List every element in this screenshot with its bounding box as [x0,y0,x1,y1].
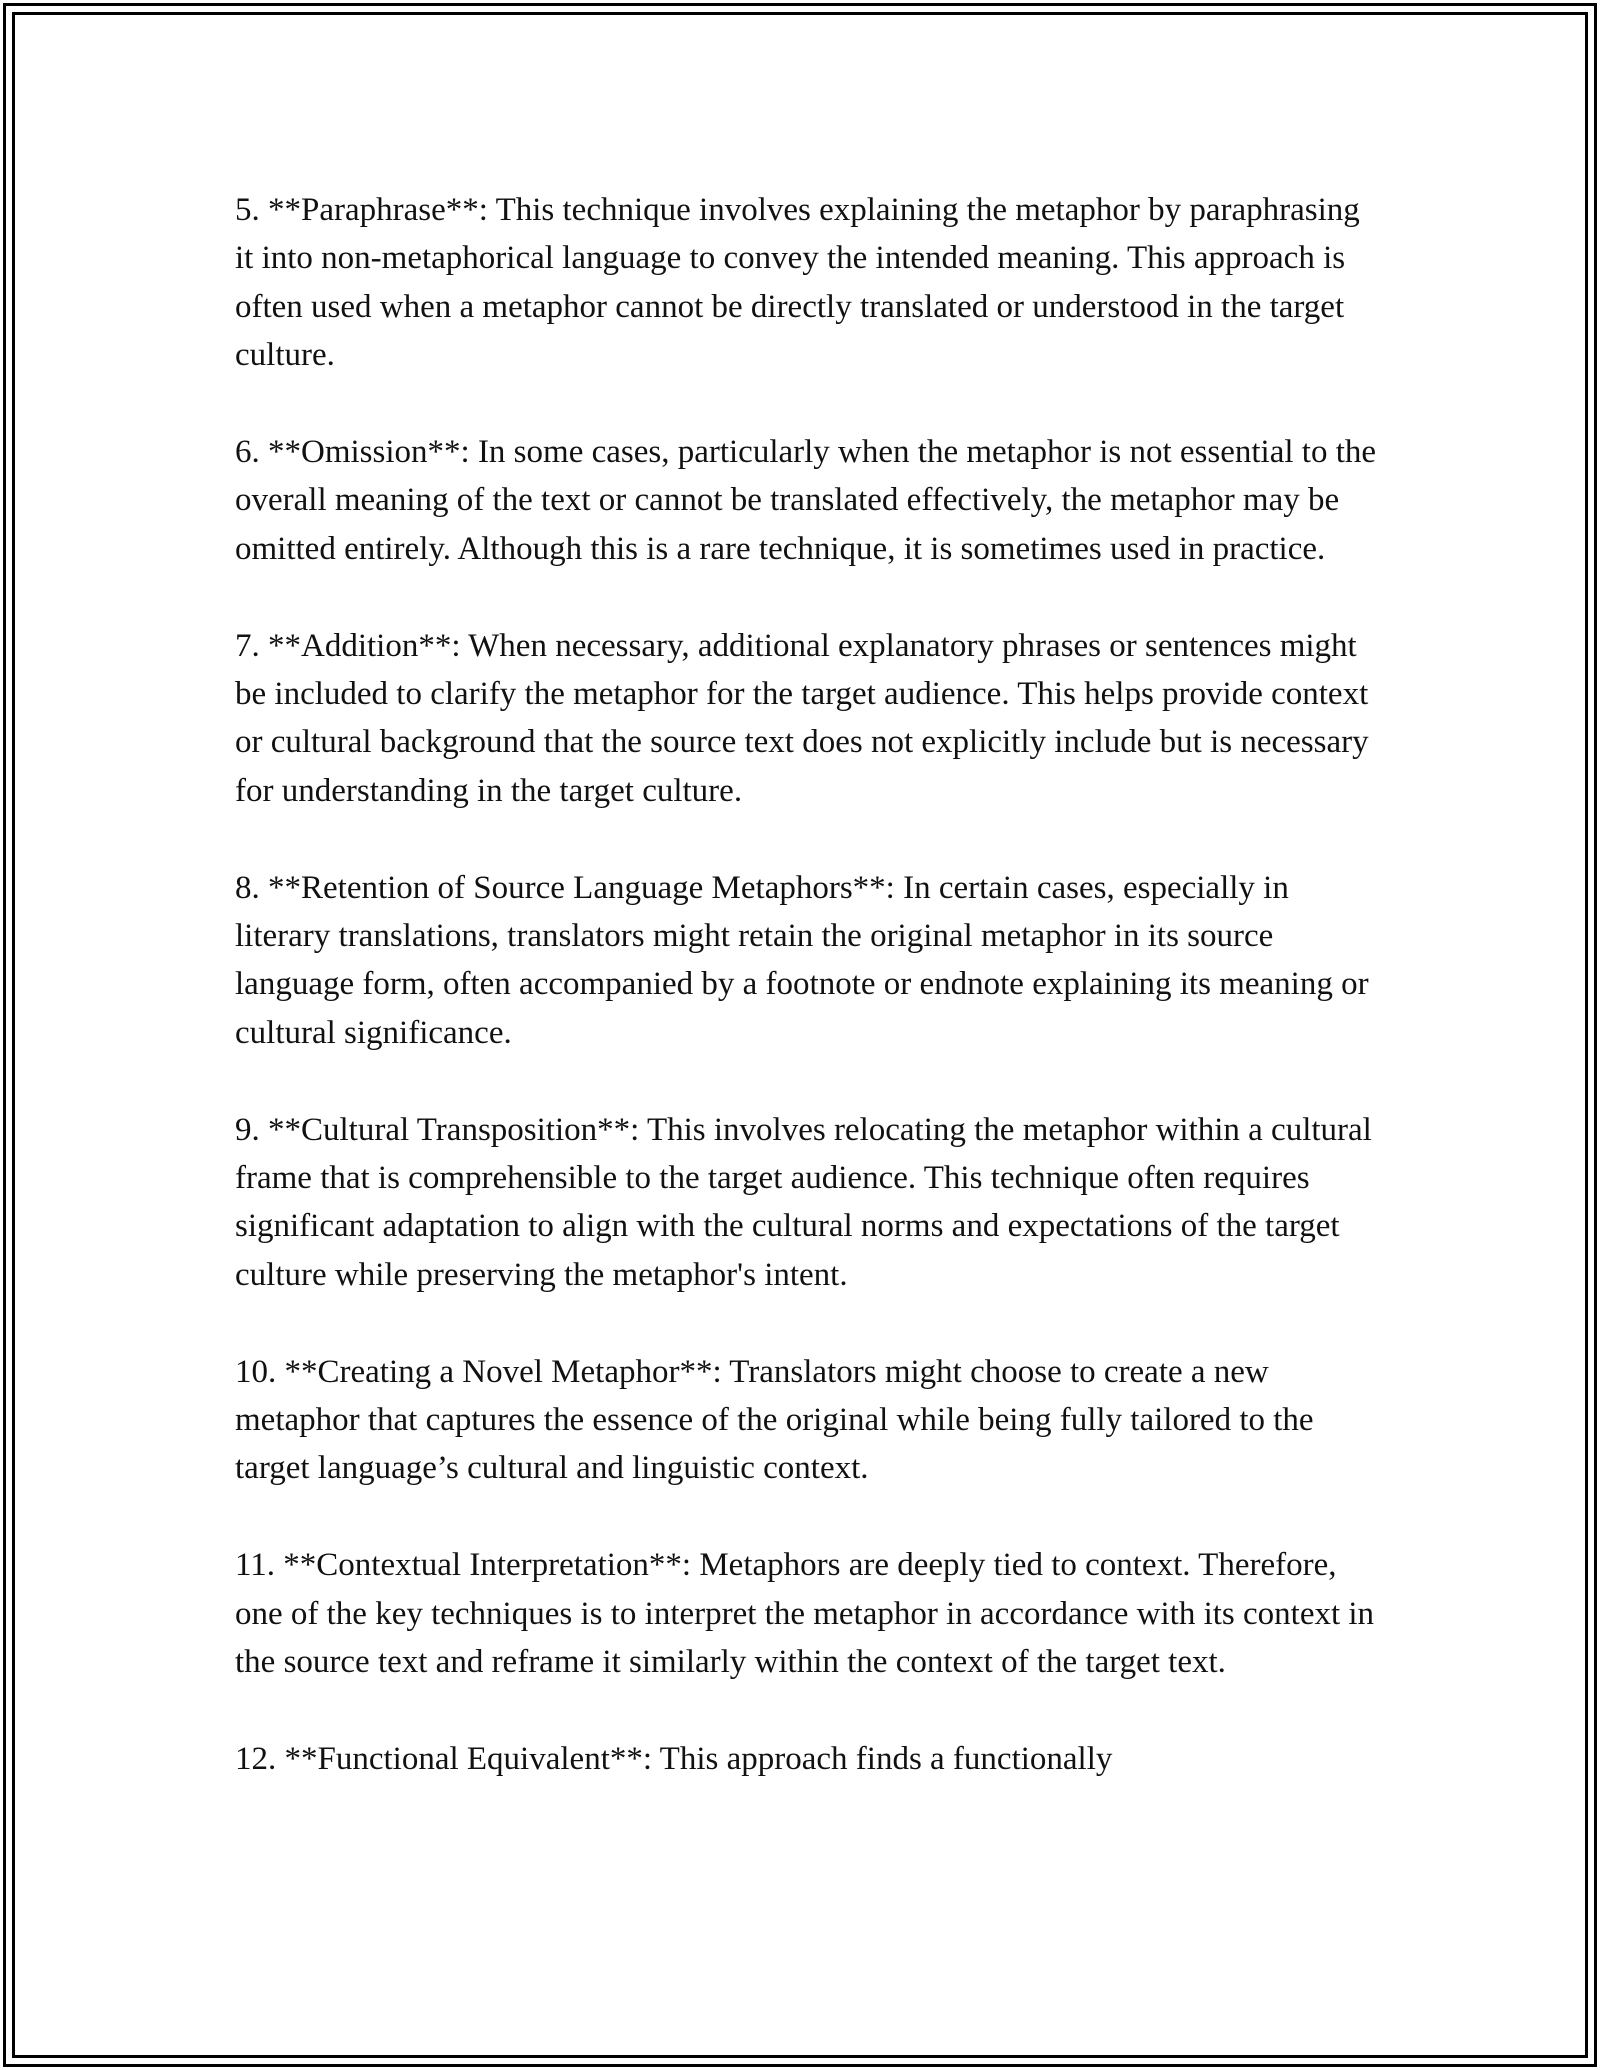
paragraph-retention: 8. **Retention of Source Language Metaphors**: In certain cases, especially in literary translations, translators might retain the original metaphor in its source language form, often accompanied by a footnote or endnote explaining its meaning or cultural significance. [235,869,1369,1051]
paragraph-omission: 6. **Omission**: In some cases, particularly when the metaphor is not essential to the overall meaning of the text or cannot be translated effectively, the metaphor may be omitted entirely. Although this is a rare technique, it is sometimes used in practice. [235,434,1377,567]
paragraph-addition: 7. **Addition**: When necessary, additional explanatory phrases or sentences might be included to clarify the metaphor for the target audience. This helps provide context or cultural background that the source text does not explicitly include but is necessary for understanding in the target culture. [235,627,1369,809]
paragraph-functional-equivalent: 12. **Functional Equivalent**: This approach finds a functionally [235,1740,1113,1777]
paragraph-cultural-transposition: 9. **Cultural Transposition**: This involves relocating the metaphor within a cultural frame that is comprehensible to the target audience. This technique often requires significant adaptation to align with the cultural norms and expectations of the target culture while preserving the metaphor's intent. [235,1111,1372,1293]
paragraph-paraphrase: 5. **Paraphrase**: This technique involves explaining the metaphor by paraphrasing it into non-metaphorical language to convey the intended meaning. This approach is often used when a metaphor cannot be directly translated or understood in the target culture. [235,192,1360,374]
paragraph-novel-metaphor: 10. **Creating a Novel Metaphor**: Translators might choose to create a new metaphor that captures the essence of the original while being fully tailored to the target language’s cultural and linguistic context. [235,1353,1314,1487]
paragraph-contextual-interpretation: 11. **Contextual Interpretation**: Metaphors are deeply tied to context. Therefore, one of the key techniques is to interpret the metaphor in accordance with its context in the source text and reframe it similarly within the context of the target text. [235,1547,1375,1681]
document-body [235,186,1385,1783]
